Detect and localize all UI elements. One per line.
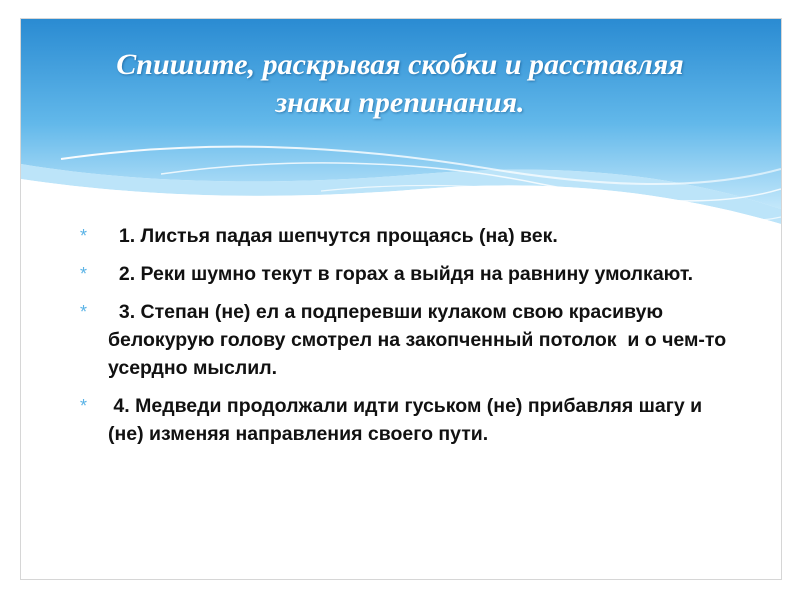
- exercise-text: 3. Степан (не) ел а подперевши кулаком свою красивую белокурую голову смотрел на закопченный потолок и о чем-то усердно мыслил.: [108, 301, 732, 379]
- title-line-1: Спишите, раскрывая скобки и расставляя: [116, 48, 684, 81]
- title-line-2: знаки препинания.: [275, 86, 525, 119]
- slide-title: [30, 46, 770, 122]
- bullet-star-icon: *: [80, 396, 88, 416]
- exercise-text: 1. Листья падая шепчутся прощаясь (на) век.: [108, 225, 558, 247]
- list-item: [80, 260, 740, 288]
- list-item: [80, 222, 740, 250]
- bullet-star-icon: *: [80, 264, 88, 284]
- exercise-text: 4. Медведи продолжали идти гуськом (не) прибавляя шагу и (не) изменяя направления своего пути.: [108, 395, 708, 445]
- bullet-star-icon: *: [80, 302, 88, 322]
- list-item: [80, 298, 740, 382]
- exercise-list: [80, 222, 740, 458]
- exercise-text: 2. Реки шумно текут в горах а выйдя на равнину умолкают.: [108, 263, 694, 285]
- list-item: [80, 392, 740, 448]
- bullet-star-icon: *: [80, 226, 88, 246]
